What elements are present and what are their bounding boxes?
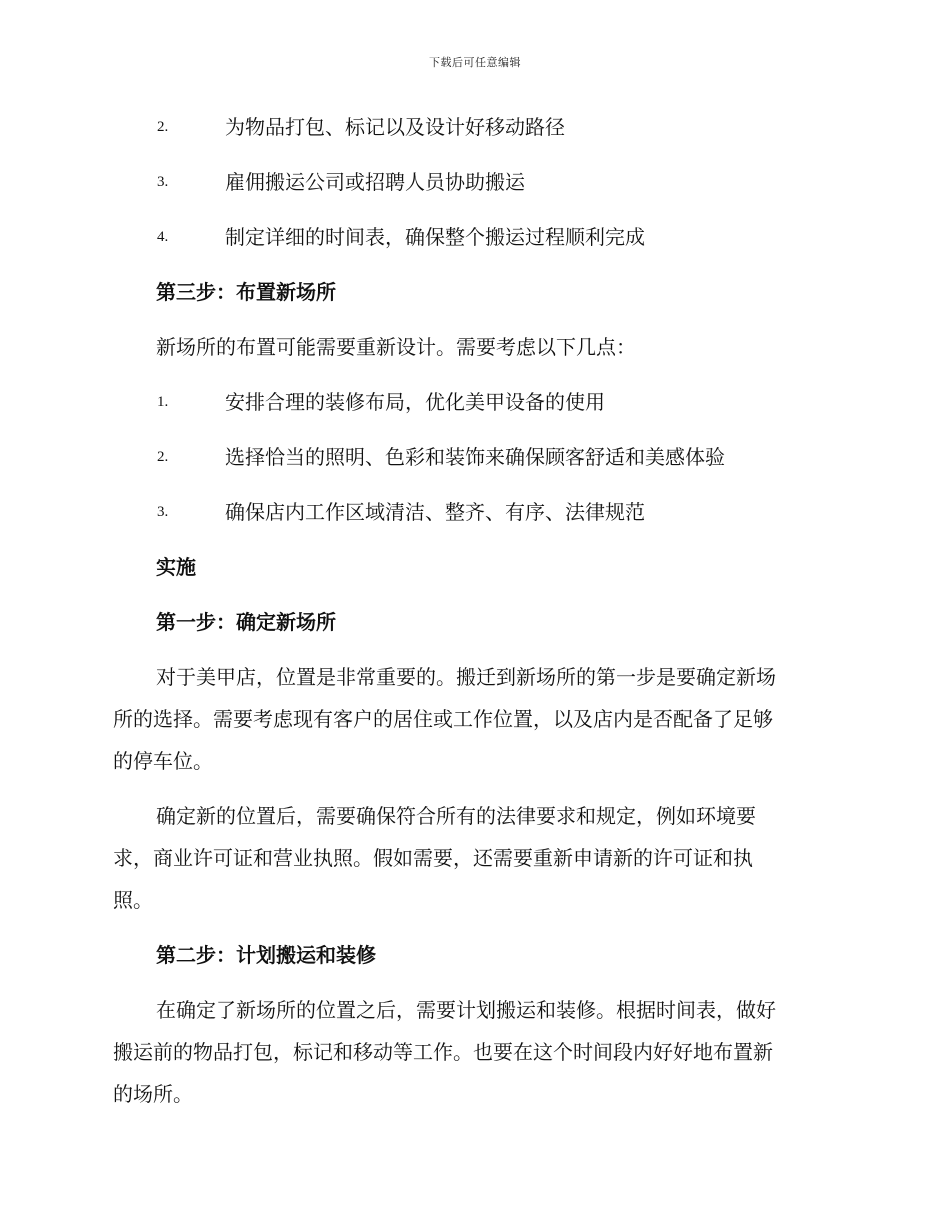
- list-item: [113, 161, 833, 216]
- page-header: 下载后可任意编辑: [429, 56, 521, 69]
- implementation-heading: 实施: [156, 555, 196, 579]
- list-item: [113, 491, 833, 546]
- list-text: 选择恰当的照明、色彩和装饰来确保顾客舒适和美感体验: [225, 445, 725, 469]
- paragraph-line: 搬运前的物品打包，标记和移动等工作。也要在这个时间段内好好地布置新: [113, 1040, 773, 1064]
- list-number: 2.: [157, 449, 169, 465]
- paragraph-line: 确定新的位置后，需要确保符合所有的法律要求和规定，例如环境要: [156, 804, 756, 828]
- list-text: 制定详细的时间表，确保整个搬运过程顺利完成: [225, 225, 645, 249]
- step1-paragraph-2: [113, 795, 833, 921]
- paragraph-line: 的场所。: [113, 1082, 193, 1106]
- paragraph-line: 的停车位。: [113, 749, 213, 773]
- paragraph-line: 求，商业许可证和营业执照。假如需要，还需要重新申请新的许可证和执: [113, 846, 753, 870]
- list-text: 确保店内工作区域清洁、整齐、有序、法律规范: [225, 500, 645, 524]
- list-number: 3.: [157, 504, 169, 520]
- list-item: [113, 436, 833, 491]
- step1-heading: 第一步：确定新场所: [156, 610, 336, 634]
- paragraph-line: 所的选择。需要考虑现有客户的居住或工作位置，以及店内是否配备了足够: [113, 707, 773, 731]
- list-number: 1.: [157, 394, 169, 410]
- list-number: 2.: [157, 119, 169, 135]
- step3-heading: 第三步：布置新场所: [156, 280, 336, 304]
- list-text: 为物品打包、标记以及设计好移动路径: [225, 115, 565, 139]
- step1-paragraph-1: [113, 656, 833, 782]
- list-item: [113, 106, 833, 161]
- step2-heading: 第二步：计划搬运和装修: [156, 943, 376, 967]
- list-text: 雇佣搬运公司或招聘人员协助搬运: [225, 170, 525, 194]
- step3-lead: 新场所的布置可能需要重新设计。需要考虑以下几点：: [156, 335, 636, 359]
- paragraph-line: 对于美甲店，位置是非常重要的。搬迁到新场所的第一步是要确定新场: [156, 665, 776, 689]
- list-number: 3.: [157, 174, 169, 190]
- paragraph-line: 在确定了新场所的位置之后，需要计划搬运和装修。根据时间表，做好: [156, 998, 776, 1022]
- list-item: [113, 216, 833, 271]
- list-number: 4.: [157, 229, 169, 245]
- list-item: [113, 381, 833, 436]
- paragraph-line: 照。: [113, 888, 153, 912]
- list-text: 安排合理的装修布局，优化美甲设备的使用: [225, 390, 605, 414]
- step2-paragraph-1: [113, 989, 833, 1115]
- document-body: [113, 106, 833, 1128]
